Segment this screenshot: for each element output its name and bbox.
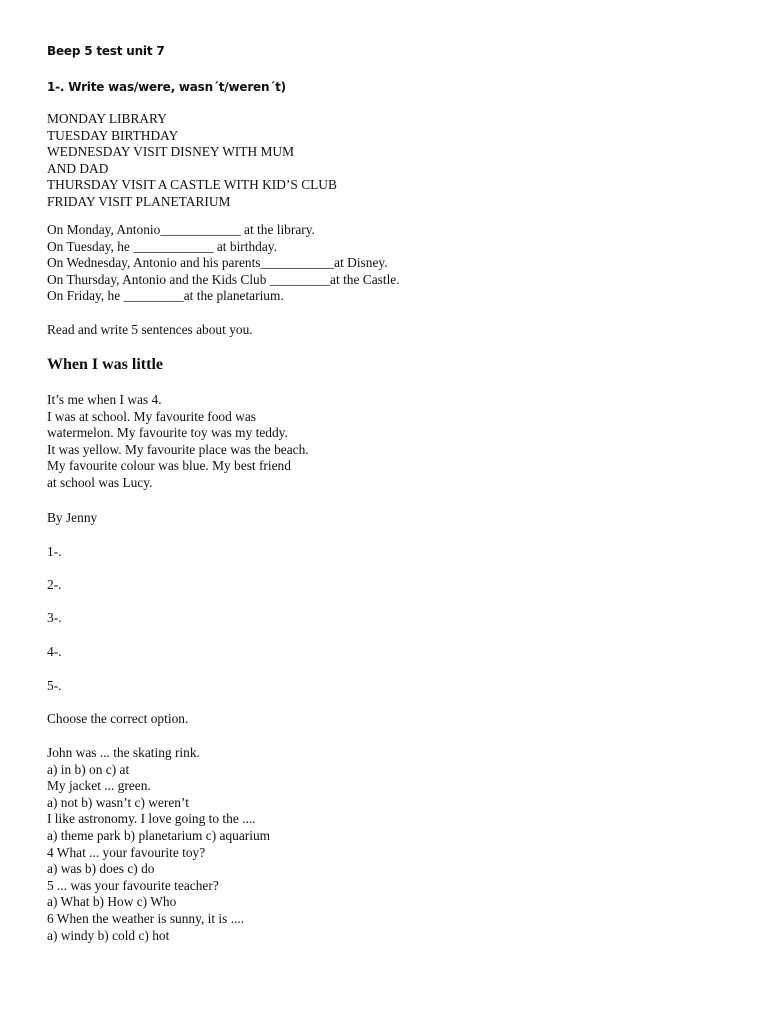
schedule-list	[47, 111, 337, 211]
mc-options: a) not b) wasn’t c) weren’t	[47, 794, 189, 810]
mc-options: a) theme park b) planetarium c) aquarium	[47, 827, 271, 843]
fill-sentence: On Thursday, Antonio and the Kids Club _________at the Castle.	[47, 271, 400, 287]
mc-options: a) was b) does c) do	[47, 861, 155, 877]
byline: By Jenny	[47, 510, 98, 525]
byline-block	[47, 510, 97, 527]
answer-label: 1-.	[47, 544, 62, 559]
mc-question: My jacket ... green.	[47, 778, 151, 794]
reading-title: When I was little	[47, 356, 163, 373]
schedule-line: MONDAY LIBRARY	[47, 111, 167, 126]
answer-label: 3-.	[47, 610, 62, 625]
fill-sentence: On Monday, Antonio____________ at the library.	[47, 222, 315, 237]
choose-instruction: Choose the correct option.	[47, 711, 189, 726]
fill-sentence: On Tuesday, he ____________ at birthday.	[47, 238, 277, 254]
answer-label: 4-.	[47, 644, 62, 659]
mc-options: a) in b) on c) at	[47, 761, 130, 777]
choose-instruction-block	[47, 711, 188, 728]
answer-label: 2-.	[47, 577, 62, 592]
multiple-choice-list	[47, 745, 270, 944]
read-instruction-block	[47, 322, 253, 339]
schedule-line: AND DAD	[47, 160, 109, 176]
fill-sentence: On Wednesday, Antonio and his parents___________at Disney.	[47, 255, 388, 271]
read-instruction: Read and write 5 sentences about you.	[47, 322, 253, 337]
mc-options: a) What b) How c) Who	[47, 894, 177, 910]
answer-line-2	[47, 577, 62, 594]
fill-sentence: On Friday, he _________at the planetarium.	[47, 288, 284, 304]
mc-options: a) windy b) cold c) hot	[47, 927, 170, 943]
fill-in-sentences	[47, 222, 400, 305]
answer-line-5	[47, 678, 62, 695]
section1-heading: 1-. Write was/were, wasn´t/weren´t)	[47, 80, 286, 94]
schedule-line: TUESDAY BIRTHDAY	[47, 127, 179, 143]
answer-label: 5-.	[47, 678, 62, 693]
reading-line: It’s me when I was 4.	[47, 392, 162, 407]
mc-question: John was ... the skating rink.	[47, 745, 200, 760]
reading-line: I was at school. My favourite food was	[47, 408, 256, 424]
reading-line: at school was Lucy.	[47, 474, 153, 490]
reading-text	[47, 392, 309, 492]
mc-question: 6 When the weather is sunny, it is ....	[47, 910, 245, 926]
schedule-line: THURSDAY VISIT A CASTLE WITH KID’S CLUB	[47, 177, 337, 193]
schedule-line: WEDNESDAY VISIT DISNEY WITH MUM	[47, 144, 294, 160]
answer-line-1	[47, 544, 62, 561]
reading-line: It was yellow. My favourite place was the beach.	[47, 441, 309, 457]
mc-question: 4 What ... your favourite toy?	[47, 844, 206, 860]
mc-question: I like astronomy. I love going to the ....	[47, 811, 256, 827]
reading-line: watermelon. My favourite toy was my teddy.	[47, 425, 288, 441]
answer-line-3	[47, 610, 62, 627]
page-title: Beep 5 test unit 7	[47, 44, 165, 58]
answer-line-4	[47, 644, 62, 661]
reading-line: My favourite colour was blue. My best friend	[47, 458, 291, 474]
mc-question: 5 ... was your favourite teacher?	[47, 877, 219, 893]
schedule-line: FRIDAY VISIT PLANETARIUM	[47, 193, 231, 209]
